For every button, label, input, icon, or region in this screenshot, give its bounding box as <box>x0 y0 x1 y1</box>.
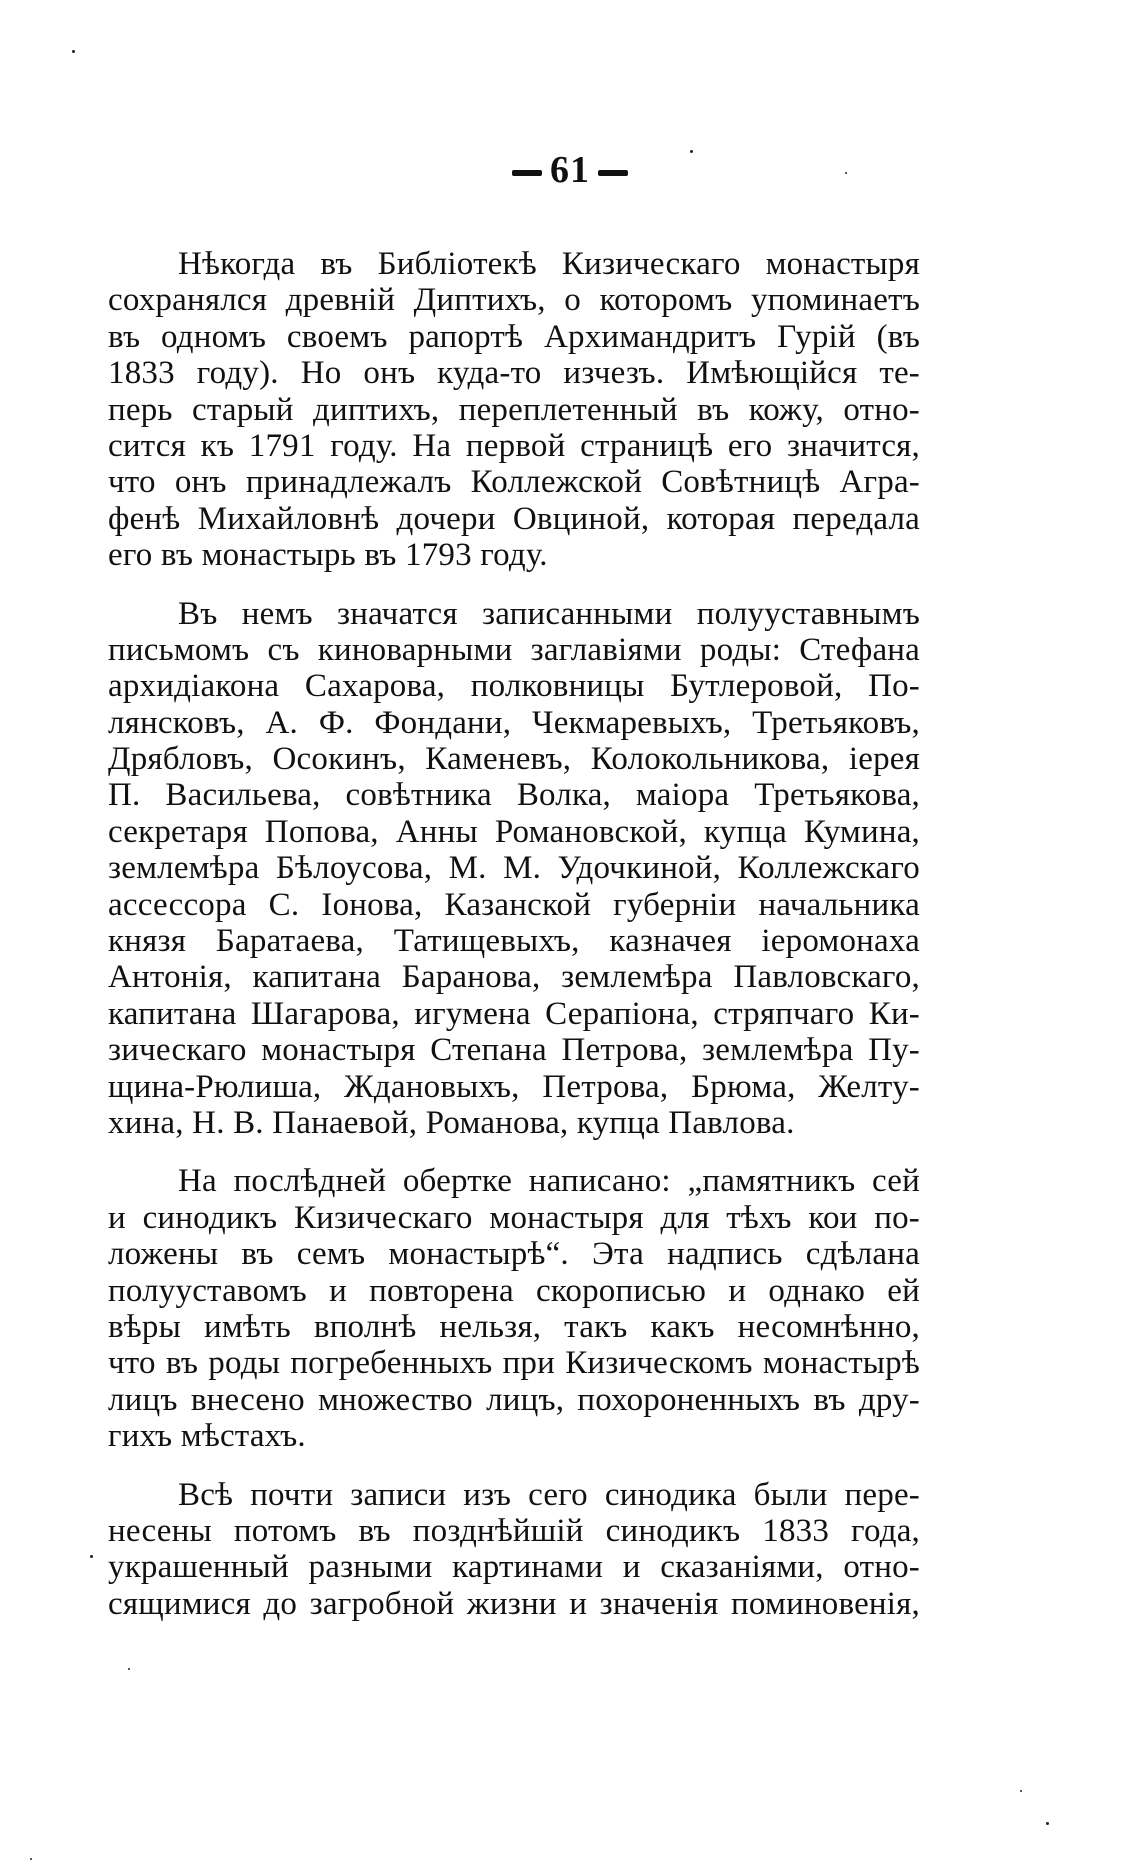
text-line: 1833 году). Но онъ куда-то изчезъ. Имѣющійся те- <box>108 355 920 392</box>
text-line: ассессора С. Іонова, Казанской губерніи начальника <box>108 886 920 923</box>
text-line: лянсковъ, А. Ф. Фондани, Чекмаревыхъ, Третьяковъ, <box>108 704 920 741</box>
body-text <box>108 246 920 1644</box>
text-line: что онъ принадлежалъ Коллежской Совѣтницѣ Агра- <box>108 464 920 501</box>
text-line: вѣры имѣть вполнѣ нельзя, такъ какъ несомнѣнно, <box>108 1308 920 1345</box>
text-line: перь старый диптихъ, переплетенный въ кожу, отно- <box>108 391 920 428</box>
scan-speck <box>1020 1790 1022 1792</box>
scan-speck <box>845 172 847 174</box>
scan-speck <box>90 1555 93 1558</box>
text-line: Дрябловъ, Осокинъ, Каменевъ, Колокольникова, іерея <box>108 741 920 778</box>
right-dash-ornament <box>598 170 628 176</box>
text-line: архидіакона Сахарова, полковницы Бутлеровой, По- <box>108 668 920 705</box>
page-number-header <box>0 148 1140 192</box>
paragraph-4 <box>108 1477 920 1623</box>
text-line: П. Васильева, совѣтника Волка, маіора Третьякова, <box>108 777 920 814</box>
left-dash-ornament <box>512 170 542 176</box>
paragraph-2 <box>108 596 920 1142</box>
text-line: лицъ внесено множество лицъ, похороненныхъ въ дру- <box>108 1381 920 1418</box>
text-line: ложены въ семъ монастырѣ“. Эта надпись сдѣлана <box>108 1236 920 1273</box>
text-line: его въ монастырь въ 1793 году. <box>108 537 548 574</box>
text-line: На послѣдней обертке написано: „памятникъ сей <box>178 1163 920 1200</box>
text-line: несены потомъ въ позднѣйшій синодикъ 1833 года, <box>108 1512 920 1549</box>
text-line: секретаря Попова, Анны Романовской, купца Кумина, <box>108 813 920 850</box>
text-line: украшенный разными картинами и сказаніями, отно- <box>108 1549 920 1586</box>
text-line: въ одномъ своемъ рапортѣ Архимандритъ Гурій (въ <box>108 318 920 355</box>
paragraph-3 <box>108 1163 920 1454</box>
text-line: фенѣ Михайловнѣ дочери Овциной, которая передала <box>108 500 920 537</box>
text-line: князя Баратаева, Татищевыхъ, казначея іеромонаха <box>108 923 920 960</box>
text-line: Антонія, капитана Баранова, землемѣра Павловскаго, <box>108 959 920 996</box>
text-line: сится къ 1791 году. На первой страницѣ его значится, <box>108 427 920 464</box>
scan-speck <box>1046 1822 1049 1825</box>
text-line: Въ немъ значатся записанными полууставнымъ <box>178 595 920 632</box>
text-line: зическаго монастыря Степана Петрова, землемѣра Пу- <box>108 1032 920 1069</box>
text-line: письмомъ съ киноварными заглавіями роды: Стефана <box>108 631 920 668</box>
text-line: полууставомъ и повторена скорописью и однако ей <box>108 1272 920 1309</box>
scan-speck <box>30 1858 32 1860</box>
text-line: сящимися до загробной жизни и значенія поминовенія, <box>108 1585 920 1622</box>
page-number: 61 <box>550 149 590 191</box>
text-line: Нѣкогда въ Библіотекѣ Кизическаго монастыря <box>178 246 920 282</box>
scan-speck <box>690 150 693 153</box>
scan-speck <box>72 50 75 53</box>
text-line: что въ роды погребенныхъ при Кизическомъ монастырѣ <box>108 1345 920 1382</box>
text-line: хина, Н. В. Панаевой, Романова, купца Павлова. <box>108 1104 795 1141</box>
text-line: сохранялся древній Диптихъ, о которомъ упоминаетъ <box>108 282 920 319</box>
text-line: щина-Рюлиша, Ждановыхъ, Петрова, Брюма, Желту- <box>108 1068 920 1105</box>
text-line: капитана Шагарова, игумена Серапіона, стряпчаго Ки- <box>108 995 920 1032</box>
paragraph-1 <box>108 246 920 574</box>
text-line: гихъ мѣстахъ. <box>108 1418 306 1455</box>
text-line: и синодикъ Кизическаго монастыря для тѣхъ кои по- <box>108 1199 920 1236</box>
text-line: землемѣра Бѣлоусова, М. М. Удочкиной, Коллежскаго <box>108 850 920 887</box>
text-line: Всѣ почти записи изъ сего синодика были пере- <box>178 1476 920 1513</box>
scan-speck <box>128 1668 130 1670</box>
